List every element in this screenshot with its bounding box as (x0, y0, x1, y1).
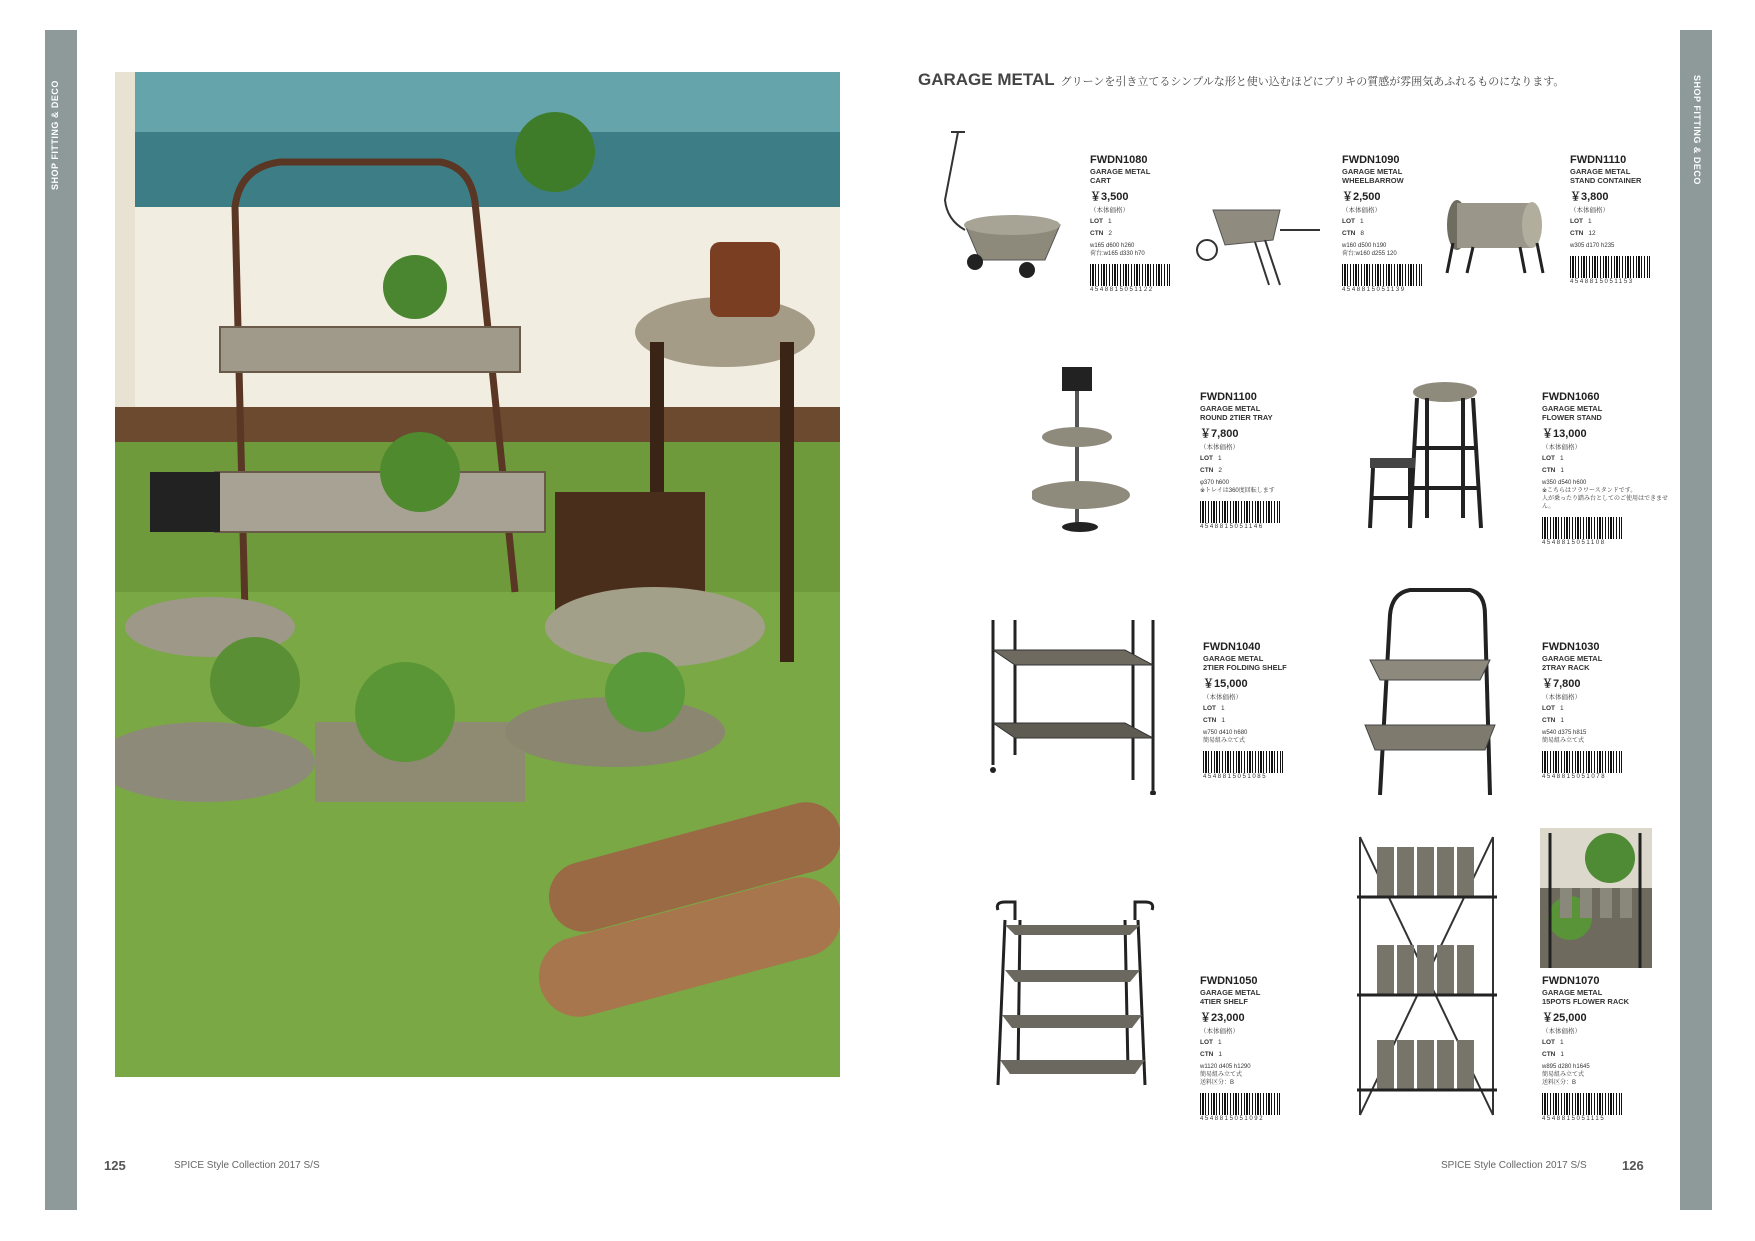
ctn-value: 1 (1560, 717, 1564, 724)
lot-value: 1 (1108, 218, 1112, 225)
lot-value: 1 (1218, 1039, 1222, 1046)
right-side-label: SHOP FITTING & DECO (1692, 75, 1702, 185)
flower-stand-image (1365, 378, 1505, 533)
ctn-label: CTN (1342, 230, 1356, 237)
product-card (1200, 975, 1330, 1122)
lot-row (1200, 453, 1330, 465)
ean-number: 4548815051078 (1542, 774, 1607, 780)
product-type: 2TIER FOLDING SHELF (1203, 663, 1287, 672)
product-type: 4TIER SHELF (1200, 997, 1248, 1006)
lot-label: LOT (1570, 218, 1583, 225)
left-side-bar (45, 30, 77, 1210)
product-type: ROUND 2TIER TRAY (1200, 413, 1273, 422)
lot-label: LOT (1200, 1039, 1213, 1046)
lot-value: 1 (1218, 455, 1222, 462)
product-card (1542, 391, 1672, 546)
ean-number: 4548815051108 (1542, 540, 1606, 546)
product-name: GARAGE METAL (1200, 404, 1261, 413)
product-name: GARAGE METAL (1570, 167, 1631, 176)
lot-row (1570, 216, 1700, 228)
lot-value: 1 (1560, 455, 1564, 462)
dimensions: w350 d540 h600 ※こちらはフラワースタンドです。 人が乗ったり踏み台としてのご使用はできません。 (1542, 480, 1669, 510)
product-code: FWDN1100 (1200, 391, 1257, 403)
tax-note: （本体価格） (1342, 207, 1381, 214)
product-code: FWDN1040 (1203, 641, 1261, 653)
product-type: 2TRAY RACK (1542, 663, 1590, 672)
product-code: FWDN1070 (1542, 975, 1600, 987)
dimensions: w895 d280 h1645 簡易組み立て式 送料区分：B (1542, 1064, 1590, 1086)
ean-number: 4548815051122 (1090, 287, 1154, 293)
ctn-label: CTN (1542, 717, 1556, 724)
4tier-shelf-image (990, 900, 1160, 1090)
lot-label: LOT (1090, 218, 1103, 225)
lot-label: LOT (1542, 455, 1555, 462)
ean-number: 4548815051085 (1203, 774, 1268, 780)
ctn-label: CTN (1203, 717, 1217, 724)
dimensions: w750 d410 h680 簡易組み立て式 (1203, 730, 1248, 744)
ean-number: 4548815051146 (1200, 524, 1264, 530)
product-price: ￥25,000 (1542, 1012, 1587, 1024)
ctn-value: 1 (1218, 1051, 1222, 1058)
ean-number: 4548815051092 (1200, 1116, 1265, 1122)
product-code: FWDN1030 (1542, 641, 1600, 653)
right-footer-text: SPICE Style Collection 2017 S/S (1441, 1160, 1587, 1171)
lot-value: 1 (1221, 705, 1225, 712)
lot-label: LOT (1342, 218, 1355, 225)
product-price: ￥13,000 (1542, 428, 1587, 440)
ctn-row (1203, 715, 1333, 727)
section-title: GARAGE METAL (918, 70, 1055, 89)
ean-number: 4548815051153 (1570, 279, 1634, 285)
dimensions: w165 d600 h260 荷台:w165 d330 h70 (1090, 243, 1145, 257)
barcode (1542, 517, 1622, 539)
product-card (1542, 641, 1672, 780)
flower-rack-inset-photo (1540, 828, 1652, 968)
product-code: FWDN1050 (1200, 975, 1258, 987)
ctn-value: 1 (1221, 717, 1225, 724)
lot-value: 1 (1588, 218, 1592, 225)
lot-label: LOT (1542, 705, 1555, 712)
left-footer-text: SPICE Style Collection 2017 S/S (174, 1160, 320, 1171)
lot-row (1203, 703, 1333, 715)
ctn-label: CTN (1542, 1051, 1556, 1058)
ctn-label: CTN (1570, 230, 1584, 237)
product-type: CART (1090, 176, 1111, 185)
lot-row (1542, 703, 1672, 715)
dimensions: w160 d500 h190 荷台:w160 d255 120 (1342, 243, 1397, 257)
round-2tier-tray-image (1032, 365, 1132, 535)
lot-row (1542, 453, 1672, 465)
lot-value: 1 (1360, 218, 1364, 225)
product-price: ￥23,000 (1200, 1012, 1245, 1024)
product-code: FWDN1060 (1542, 391, 1600, 403)
ctn-label: CTN (1090, 230, 1104, 237)
lot-label: LOT (1200, 455, 1213, 462)
product-price: ￥7,800 (1542, 678, 1581, 690)
ctn-row (1570, 228, 1700, 240)
lot-label: LOT (1542, 1039, 1555, 1046)
product-type: WHEELBARROW (1342, 176, 1404, 185)
15pots-flower-rack-image (1355, 835, 1500, 1120)
tax-note: （本体価格） (1200, 444, 1239, 451)
tax-note: （本体価格） (1570, 207, 1609, 214)
lot-value: 1 (1560, 1039, 1564, 1046)
ctn-row (1200, 465, 1330, 477)
2tier-folding-shelf-image (985, 615, 1160, 795)
lot-row (1342, 216, 1472, 228)
ctn-row (1090, 228, 1220, 240)
product-name: GARAGE METAL (1542, 654, 1603, 663)
lot-value: 1 (1560, 705, 1564, 712)
barcode (1542, 1093, 1622, 1115)
tax-note: （本体価格） (1542, 444, 1581, 451)
ctn-row (1542, 715, 1672, 727)
section-header (918, 70, 1564, 90)
dimensions: φ370 h600 ※トレイは360度回転します (1200, 480, 1275, 494)
product-code: FWDN1080 (1090, 154, 1148, 166)
right-page-number: 126 (1622, 1158, 1644, 1173)
product-card (1203, 641, 1333, 780)
ctn-value: 1 (1560, 467, 1564, 474)
ctn-label: CTN (1200, 467, 1214, 474)
product-card (1342, 154, 1472, 293)
dimensions: w540 d375 h815 簡易組み立て式 (1542, 730, 1587, 744)
ctn-value: 12 (1588, 230, 1596, 237)
barcode (1200, 1093, 1280, 1115)
lot-row (1090, 216, 1220, 228)
lot-label: LOT (1203, 705, 1216, 712)
ean-number: 4548815051139 (1342, 287, 1406, 293)
ctn-value: 2 (1218, 467, 1222, 474)
barcode (1203, 751, 1283, 773)
tax-note: （本体価格） (1090, 207, 1129, 214)
product-price: ￥7,800 (1200, 428, 1239, 440)
ctn-value: 2 (1108, 230, 1112, 237)
ctn-value: 1 (1560, 1051, 1564, 1058)
product-name: GARAGE METAL (1200, 988, 1261, 997)
ctn-value: 8 (1360, 230, 1364, 237)
dimensions: w1120 d405 h1290 簡易組み立て式 送料区分：B (1200, 1064, 1251, 1086)
ctn-row (1342, 228, 1472, 240)
product-card (1570, 154, 1700, 285)
left-page-number: 125 (104, 1158, 126, 1173)
product-price: ￥3,500 (1090, 191, 1129, 203)
product-name: GARAGE METAL (1542, 988, 1603, 997)
product-card (1542, 975, 1672, 1122)
ctn-row (1542, 465, 1672, 477)
tax-note: （本体価格） (1542, 1028, 1581, 1035)
tax-note: （本体価格） (1200, 1028, 1239, 1035)
cart-image (935, 130, 1070, 290)
product-name: GARAGE METAL (1203, 654, 1264, 663)
barcode (1542, 751, 1622, 773)
ctn-label: CTN (1200, 1051, 1214, 1058)
product-price: ￥2,500 (1342, 191, 1381, 203)
product-name: GARAGE METAL (1542, 404, 1603, 413)
barcode (1342, 264, 1422, 286)
product-type: 15POTS FLOWER RACK (1542, 997, 1630, 1006)
left-side-label: SHOP FITTING & DECO (50, 80, 60, 190)
product-card (1090, 154, 1220, 293)
ctn-label: CTN (1542, 467, 1556, 474)
2tray-rack-image (1360, 585, 1500, 800)
lot-row (1200, 1037, 1330, 1049)
product-code: FWDN1090 (1342, 154, 1400, 166)
product-type: FLOWER STAND (1542, 413, 1602, 422)
product-price: ￥3,800 (1570, 191, 1609, 203)
product-name: GARAGE METAL (1342, 167, 1403, 176)
section-description: グリーンを引き立てるシンプルな形と使い込むほどにブリキの質感が雰囲気あふれるものになります。 (1060, 76, 1565, 88)
ean-number: 4548815051115 (1542, 1116, 1606, 1122)
lot-row (1542, 1037, 1672, 1049)
product-name: GARAGE METAL (1090, 167, 1151, 176)
barcode (1570, 256, 1650, 278)
product-code: FWDN1110 (1570, 154, 1627, 166)
barcode (1200, 501, 1280, 523)
product-price: ￥15,000 (1203, 678, 1248, 690)
garden-lifestyle-photo (115, 72, 840, 1077)
tax-note: （本体価格） (1542, 694, 1581, 701)
ctn-row (1542, 1049, 1672, 1061)
tax-note: （本体価格） (1203, 694, 1242, 701)
barcode (1090, 264, 1170, 286)
dimensions: w305 d170 h235 (1570, 243, 1615, 249)
product-card (1200, 391, 1330, 530)
ctn-row (1200, 1049, 1330, 1061)
product-type: STAND CONTAINER (1570, 176, 1642, 185)
